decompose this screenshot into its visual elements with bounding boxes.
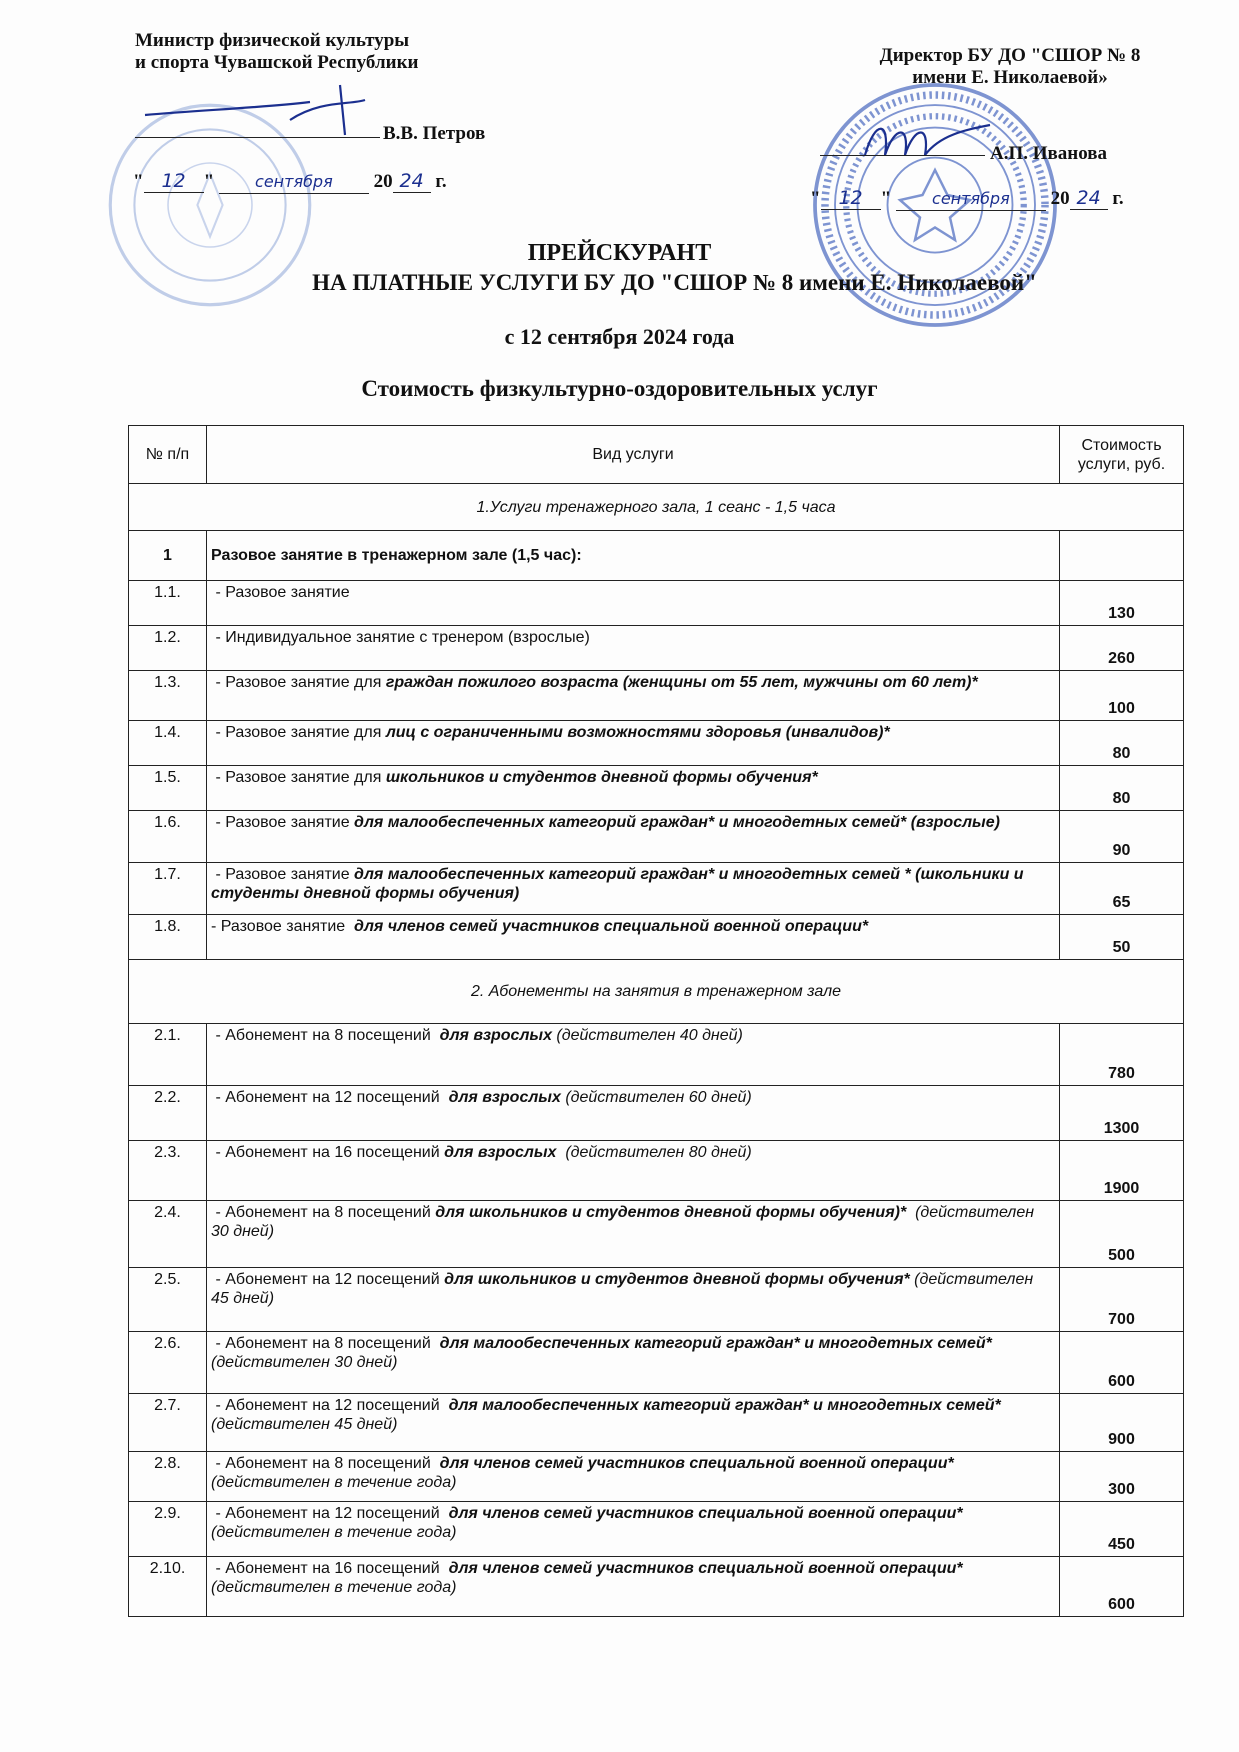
service-validity: (действителен 80 дней) (556, 1144, 752, 1161)
service-category: для малообеспеченных категорий граждан* и многодетных семей* (взрослые) (354, 814, 1000, 831)
service-validity: (действителен 45 дней) (211, 1271, 1038, 1307)
service-text: - Разовое занятие для (211, 674, 386, 691)
row-num: 1.8. (129, 915, 207, 960)
service-text: - Абонемент на 12 посещений (211, 1089, 449, 1106)
left-date-g: г. (435, 171, 447, 192)
right-date-year-prefix: 20 (1050, 188, 1070, 209)
row-num: 2.4. (129, 1201, 207, 1268)
row-service (207, 626, 1060, 671)
row-service (207, 1557, 1060, 1617)
section-title-2: 2. Абонементы на занятия в тренажерном зале (129, 960, 1184, 1024)
row-service (207, 1024, 1060, 1086)
header-price: Стоимость услуги, руб. (1060, 426, 1184, 484)
left-date: " 12 " сентября 20 24 г. (133, 170, 447, 192)
service-text: - Разовое занятие для (211, 724, 386, 741)
header-num: № п/п (129, 426, 207, 484)
left-date-year-prefix: 20 (373, 171, 393, 192)
row-num: 1 (129, 531, 207, 581)
table-row (129, 766, 1184, 811)
right-date-g: г. (1112, 188, 1124, 209)
row-service (207, 811, 1060, 863)
service-category: для малообеспеченных категорий граждан* и многодетных семей * (школьники и студенты дневной формы обучения) (211, 866, 1024, 902)
table-row (129, 1557, 1184, 1617)
service-validity: (действителен 40 дней) (551, 1027, 743, 1044)
service-validity: (действителен в течение года) (211, 1505, 972, 1541)
table-row (129, 531, 1184, 581)
row-price: 100 (1060, 671, 1184, 721)
section-title-1: 1.Услуги тренажерного зала, 1 сеанс - 1,5 часа (129, 484, 1184, 531)
row-price: 600 (1060, 1557, 1184, 1617)
table-row (129, 1141, 1184, 1201)
price-table (128, 425, 1184, 1617)
table-row (129, 1502, 1184, 1557)
row-service (207, 1502, 1060, 1557)
service-text: - Индивидуальное занятие с тренером (взрослые) (211, 629, 590, 646)
row-service (207, 1332, 1060, 1394)
row-service (207, 1086, 1060, 1141)
service-category: для малообеспеченных категорий граждан* и многодетных семей* (439, 1335, 992, 1352)
table-row (129, 721, 1184, 766)
row-price: 780 (1060, 1024, 1184, 1086)
row-num: 2.2. (129, 1086, 207, 1141)
section-row-1 (129, 484, 1184, 531)
row-num: 2.3. (129, 1141, 207, 1201)
row-service (207, 721, 1060, 766)
service-validity: (действителен 45 дней) (211, 1397, 1006, 1433)
document-title-line2: НА ПЛАТНЫЕ УСЛУГИ БУ ДО "СШОР № 8 имени Е. Николаевой" (312, 270, 1037, 295)
row-num: 2.10. (129, 1557, 207, 1617)
row-num: 1.1. (129, 581, 207, 626)
left-approval-line2: и спорта Чувашской Республики (135, 52, 419, 73)
left-signature-line (135, 137, 380, 138)
service-text: - Абонемент на 8 посещений (211, 1455, 440, 1472)
row-price: 50 (1060, 915, 1184, 960)
row-service (207, 1201, 1060, 1268)
table-row (129, 581, 1184, 626)
section-row-2 (129, 960, 1184, 1024)
service-text: - Разовое занятие (211, 584, 350, 601)
row-service: Разовое занятие в тренажерном зале (1,5 час): (207, 531, 1060, 581)
table-row (129, 1201, 1184, 1268)
service-text: - Абонемент на 8 посещений (211, 1204, 436, 1221)
service-text: - Абонемент на 16 посещений (211, 1560, 449, 1577)
service-validity: (действителен 30 дней) (211, 1204, 1039, 1240)
right-approval-block (845, 45, 1175, 89)
row-service (207, 1268, 1060, 1332)
row-service (207, 915, 1060, 960)
row-num: 2.9. (129, 1502, 207, 1557)
table-header-row (129, 426, 1184, 484)
service-text: - Разовое занятие (211, 918, 355, 935)
service-category: для членов семей участников специальной военной операции* (354, 918, 869, 935)
table-row (129, 1024, 1184, 1086)
left-date-year-suffix: 24 (393, 170, 431, 193)
row-num: 2.1. (129, 1024, 207, 1086)
table-row (129, 1452, 1184, 1502)
document-subtitle: Стоимость физкультурно-оздоровительных услуг (361, 376, 878, 401)
row-service (207, 766, 1060, 811)
service-text: - Абонемент на 8 посещений (211, 1335, 440, 1352)
service-text: - Разовое занятие для (211, 769, 386, 786)
row-num: 2.8. (129, 1452, 207, 1502)
service-text: - Абонемент на 12 посещений (211, 1397, 449, 1414)
row-price: 600 (1060, 1332, 1184, 1394)
row-service (207, 1394, 1060, 1452)
row-num: 2.6. (129, 1332, 207, 1394)
row-price: 260 (1060, 626, 1184, 671)
row-price: 900 (1060, 1394, 1184, 1452)
service-category: для школьников и студентов дневной формы обучения)* (435, 1204, 907, 1221)
service-category: граждан пожилого возраста (женщины от 55 лет, мужчины от 60 лет)* (385, 674, 978, 691)
row-price: 90 (1060, 811, 1184, 863)
service-category: для взрослых (444, 1144, 557, 1161)
service-validity: (действителен 60 дней) (560, 1089, 752, 1106)
left-approval-block (135, 30, 418, 74)
service-text: - Абонемент на 8 посещений (211, 1027, 440, 1044)
service-category: для членов семей участников специальной военной операции* (448, 1560, 963, 1577)
right-date: " 12 " сентября 20 24 г. (810, 187, 1124, 209)
row-num: 1.6. (129, 811, 207, 863)
row-price: 80 (1060, 721, 1184, 766)
row-service (207, 1452, 1060, 1502)
service-category: для взрослых (439, 1027, 552, 1044)
left-approver-name: В.В. Петров (383, 123, 486, 144)
table-row (129, 915, 1184, 960)
right-signature-line (820, 155, 985, 156)
left-signature (140, 80, 370, 140)
service-validity: (действителен в течение года) (211, 1560, 968, 1596)
row-price (1060, 531, 1184, 581)
row-price: 450 (1060, 1502, 1184, 1557)
table-row (129, 626, 1184, 671)
service-category: для членов семей участников специальной военной операции* (439, 1455, 954, 1472)
row-service (207, 1141, 1060, 1201)
table-row (129, 1086, 1184, 1141)
service-validity: (действителен 30 дней) (211, 1335, 997, 1371)
service-category: школьников и студентов дневной формы обучения* (385, 769, 818, 786)
row-num: 1.5. (129, 766, 207, 811)
service-text: - Разовое занятие (211, 866, 355, 883)
row-price: 65 (1060, 863, 1184, 915)
row-num: 2.5. (129, 1268, 207, 1332)
service-text: - Абонемент на 12 посещений (211, 1271, 445, 1288)
service-text: - Абонемент на 16 посещений (211, 1144, 445, 1161)
table-row (129, 811, 1184, 863)
row-service (207, 581, 1060, 626)
right-signature (855, 115, 995, 170)
row-price: 700 (1060, 1268, 1184, 1332)
document-effective-date: с 12 сентября 2024 года (504, 324, 735, 349)
row-price: 80 (1060, 766, 1184, 811)
right-date-year-suffix: 24 (1070, 187, 1108, 210)
table-row (129, 1268, 1184, 1332)
row-num: 1.3. (129, 671, 207, 721)
row-num: 1.7. (129, 863, 207, 915)
table-row (129, 863, 1184, 915)
header-service: Вид услуги (207, 426, 1060, 484)
service-validity: (действителен в течение года) (211, 1455, 959, 1491)
row-service (207, 671, 1060, 721)
right-approver-name: А.П. Иванова (990, 143, 1108, 164)
right-date-month: сентября (896, 188, 1046, 211)
row-num: 2.7. (129, 1394, 207, 1452)
service-category: для членов семей участников специальной военной операции* (448, 1505, 963, 1522)
service-category: лиц с ограниченными возможностями здоровья (инвалидов)* (385, 724, 890, 741)
row-price: 1900 (1060, 1141, 1184, 1201)
table-row (129, 671, 1184, 721)
row-service (207, 863, 1060, 915)
service-text: - Разовое занятие (211, 814, 355, 831)
table-row (129, 1332, 1184, 1394)
right-approval-line2: имени Е. Николаевой» (912, 67, 1108, 88)
left-date-day: 12 (144, 170, 204, 193)
row-price: 130 (1060, 581, 1184, 626)
row-price: 1300 (1060, 1086, 1184, 1141)
left-date-month: сентября (219, 171, 369, 194)
right-date-day: 12 (821, 187, 881, 210)
document-title: ПРЕЙСКУРАНТ (527, 240, 712, 266)
service-category: для школьников и студентов дневной формы обучения* (444, 1271, 910, 1288)
service-text: - Абонемент на 12 посещений (211, 1505, 449, 1522)
table-row (129, 1394, 1184, 1452)
row-price: 500 (1060, 1201, 1184, 1268)
service-category: для взрослых (448, 1089, 561, 1106)
left-approval-line1: Министр физической культуры (135, 30, 410, 51)
service-category: для малообеспеченных категорий граждан* и многодетных семей* (448, 1397, 1001, 1414)
row-num: 1.4. (129, 721, 207, 766)
right-approval-line1: Директор БУ ДО "СШОР № 8 (879, 45, 1141, 66)
row-num: 1.2. (129, 626, 207, 671)
row-price: 300 (1060, 1452, 1184, 1502)
